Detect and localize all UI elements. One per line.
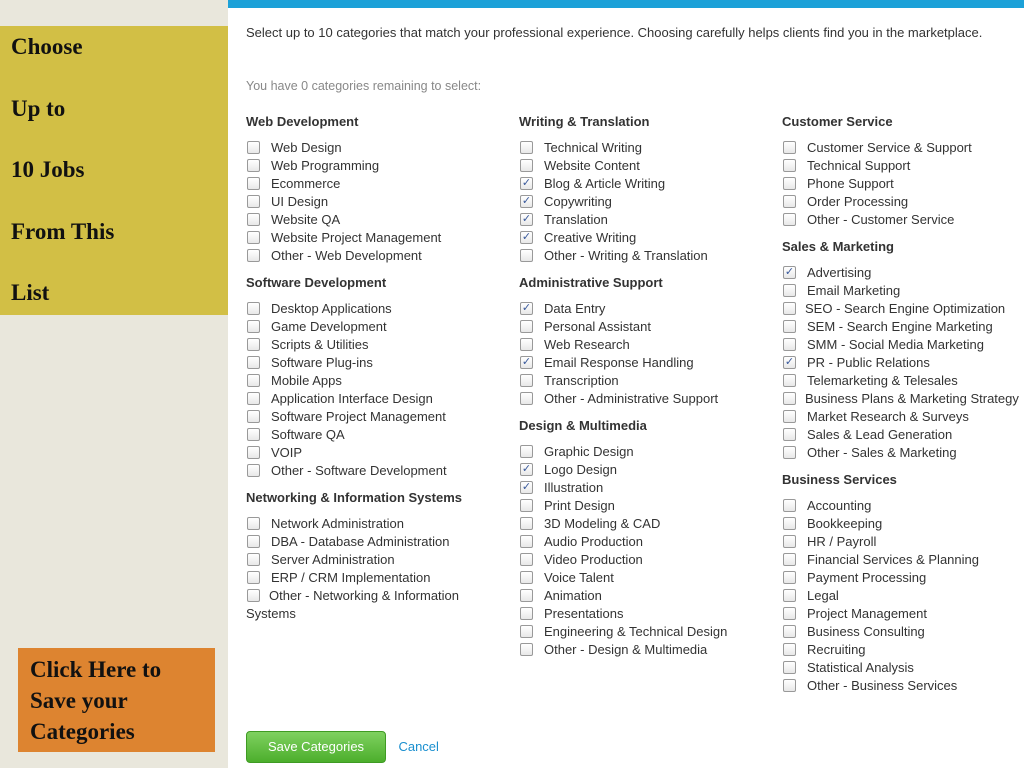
checkbox-icon[interactable] — [520, 589, 533, 602]
checkbox-checked-icon[interactable]: ✓ — [521, 463, 532, 475]
category-option-label: Mobile Apps — [271, 373, 342, 388]
category-option[interactable] — [246, 551, 501, 569]
checkbox-checked-icon[interactable]: ✓ — [521, 231, 532, 243]
category-option[interactable] — [246, 211, 501, 229]
checkbox-icon[interactable] — [247, 517, 260, 530]
category-group-title: Software Development — [246, 275, 387, 290]
category-option[interactable] — [246, 175, 501, 193]
save-categories-button[interactable]: Save Categories — [246, 731, 386, 763]
checkbox-icon[interactable] — [783, 302, 796, 315]
category-group — [782, 113, 1022, 238]
category-option[interactable] — [246, 569, 501, 587]
category-option[interactable] — [782, 372, 1022, 390]
checkbox-icon[interactable] — [247, 159, 260, 172]
category-option-label: Software Project Management — [271, 409, 446, 424]
category-group-title: Design & Multimedia — [519, 418, 647, 433]
checkbox-icon[interactable] — [783, 499, 796, 512]
category-option-label: Graphic Design — [544, 444, 634, 459]
category-group-title: Administrative Support — [519, 275, 663, 290]
category-option[interactable] — [519, 318, 769, 336]
category-option[interactable] — [246, 193, 501, 211]
category-option-label: Email Marketing — [807, 283, 901, 298]
callout-line: Click Here to — [30, 657, 162, 682]
checkbox-icon[interactable] — [783, 517, 796, 530]
category-option[interactable] — [782, 139, 1022, 157]
category-option-label: Transcription — [544, 373, 619, 388]
category-option-label: Desktop Applications — [271, 301, 392, 316]
category-option[interactable] — [246, 444, 501, 462]
category-option-label: Project Management — [807, 606, 927, 621]
category-option[interactable] — [519, 247, 769, 265]
category-option-label: Other - Networking & Information Systems — [246, 588, 460, 621]
category-option-label: Statistical Analysis — [807, 660, 914, 675]
checkbox-checked-icon[interactable]: ✓ — [521, 481, 532, 493]
checkbox-checked-icon[interactable]: ✓ — [521, 195, 532, 207]
checkbox-icon[interactable] — [783, 679, 796, 692]
category-option[interactable] — [246, 247, 501, 265]
category-option[interactable] — [782, 264, 1022, 282]
checkbox-icon[interactable] — [783, 320, 796, 333]
category-group — [246, 489, 501, 623]
category-option-label: SEO - Search Engine Optimization — [805, 301, 1006, 316]
category-option-label: Bookkeeping — [807, 516, 883, 531]
category-option-label: Voice Talent — [544, 570, 614, 585]
category-option[interactable] — [782, 157, 1022, 175]
category-option-label: DBA - Database Administration — [271, 534, 450, 549]
category-option[interactable] — [782, 515, 1022, 533]
instruction-line: List — [11, 280, 50, 305]
checkbox-checked-icon[interactable]: ✓ — [784, 266, 795, 278]
checkbox-icon[interactable] — [520, 338, 533, 351]
categories-panel — [228, 0, 1024, 768]
category-group — [246, 274, 501, 489]
category-option[interactable] — [519, 515, 769, 533]
category-option[interactable] — [782, 641, 1022, 659]
category-option[interactable] — [519, 587, 769, 605]
checkbox-icon[interactable] — [247, 177, 260, 190]
checkbox-icon[interactable] — [520, 553, 533, 566]
category-option-label: UI Design — [271, 194, 329, 209]
checkbox-checked-icon[interactable]: ✓ — [784, 356, 795, 368]
checkbox-icon[interactable] — [520, 392, 533, 405]
checkbox-icon[interactable] — [520, 625, 533, 638]
remaining-count-text: You have 0 categories remaining to select: — [246, 79, 482, 93]
category-option[interactable] — [782, 336, 1022, 354]
checkbox-icon[interactable] — [783, 589, 796, 602]
category-option-label: SEM - Search Engine Marketing — [807, 319, 993, 334]
category-option[interactable] — [782, 211, 1022, 229]
category-option[interactable] — [782, 282, 1022, 300]
category-option[interactable] — [246, 336, 501, 354]
checkbox-icon[interactable] — [783, 625, 796, 638]
category-option[interactable] — [782, 533, 1022, 551]
checkbox-icon[interactable] — [247, 231, 260, 244]
category-option[interactable] — [246, 587, 501, 623]
category-option-label: Presentations — [544, 606, 624, 621]
category-option[interactable] — [519, 623, 769, 641]
category-option-label: Web Programming — [271, 158, 380, 173]
category-option-label: Other - Web Development — [271, 248, 422, 263]
checkbox-icon[interactable] — [783, 607, 796, 620]
category-option[interactable] — [519, 211, 769, 229]
category-group-title: Networking & Information Systems — [246, 490, 462, 505]
checkbox-icon[interactable] — [247, 338, 260, 351]
checkbox-icon[interactable] — [520, 445, 533, 458]
category-option-label: Other - Customer Service — [807, 212, 955, 227]
checkbox-icon[interactable] — [520, 249, 533, 262]
category-group — [246, 113, 501, 274]
category-option[interactable] — [519, 605, 769, 623]
category-option[interactable] — [246, 408, 501, 426]
category-option[interactable] — [519, 569, 769, 587]
category-option-label: Advertising — [807, 265, 872, 280]
category-option[interactable] — [782, 587, 1022, 605]
category-option[interactable] — [246, 462, 501, 480]
category-option[interactable] — [782, 175, 1022, 193]
category-group — [519, 113, 769, 274]
checkbox-icon[interactable] — [247, 464, 260, 477]
category-option[interactable] — [519, 354, 769, 372]
checkbox-icon[interactable] — [520, 517, 533, 530]
category-option-label: Scripts & Utilities — [271, 337, 369, 352]
category-option[interactable] — [782, 551, 1022, 569]
category-option-label: Website Content — [544, 158, 640, 173]
category-option[interactable] — [782, 318, 1022, 336]
category-option[interactable] — [782, 354, 1022, 372]
category-option[interactable] — [519, 157, 769, 175]
category-option-label: ERP / CRM Implementation — [271, 570, 431, 585]
intro-text: Select up to 10 categories that match your professional experience. Choosing carefully helps clients find you in the marketplace. — [246, 25, 983, 40]
checkbox-icon[interactable] — [783, 661, 796, 674]
category-option[interactable] — [246, 372, 501, 390]
checkbox-icon[interactable] — [783, 213, 796, 226]
checkbox-checked-icon[interactable]: ✓ — [521, 177, 532, 189]
category-option-label: Business Plans & Marketing Strategy — [805, 391, 1019, 406]
category-option-label: Game Development — [271, 319, 387, 334]
category-option[interactable] — [246, 354, 501, 372]
category-option-label: Phone Support — [807, 176, 894, 191]
checkbox-icon[interactable] — [783, 374, 796, 387]
callout-line: Save your — [30, 688, 128, 713]
category-option[interactable] — [519, 336, 769, 354]
checkbox-icon[interactable] — [247, 392, 260, 405]
category-option-label: Creative Writing — [544, 230, 637, 245]
checkbox-icon[interactable] — [247, 446, 260, 459]
category-option-label: Sales & Lead Generation — [807, 427, 953, 442]
category-option-label: Personal Assistant — [544, 319, 651, 334]
category-option-label: Other - Business Services — [807, 678, 958, 693]
category-option[interactable] — [519, 390, 769, 408]
checkbox-icon[interactable] — [783, 338, 796, 351]
checkbox-icon[interactable] — [783, 571, 796, 584]
category-option-label: Illustration — [544, 480, 604, 495]
checkbox-icon[interactable] — [783, 284, 796, 297]
checkbox-icon[interactable] — [520, 141, 533, 154]
category-group-title: Writing & Translation — [519, 114, 650, 129]
category-option[interactable] — [519, 479, 769, 497]
checkbox-icon[interactable] — [247, 571, 260, 584]
category-option[interactable] — [519, 193, 769, 211]
checkbox-icon[interactable] — [247, 213, 260, 226]
checkbox-icon[interactable] — [247, 428, 260, 441]
category-option[interactable] — [519, 300, 769, 318]
category-option[interactable] — [782, 408, 1022, 426]
category-option[interactable] — [246, 390, 501, 408]
category-group-title: Sales & Marketing — [782, 239, 894, 254]
category-option-label: Other - Design & Multimedia — [544, 642, 708, 657]
save-callout — [18, 648, 215, 752]
checkbox-checked-icon[interactable]: ✓ — [521, 302, 532, 314]
category-option-label: Market Research & Surveys — [807, 409, 969, 424]
category-option[interactable] — [246, 426, 501, 444]
checkbox-icon[interactable] — [520, 571, 533, 584]
checkbox-icon[interactable] — [783, 410, 796, 423]
checkbox-icon[interactable] — [247, 249, 260, 262]
category-option-label: Copywriting — [544, 194, 612, 209]
category-option[interactable] — [519, 175, 769, 193]
category-option-label: Payment Processing — [807, 570, 927, 585]
checkbox-icon[interactable] — [783, 428, 796, 441]
top-accent-bar — [228, 0, 1024, 8]
category-option-label: Technical Writing — [544, 140, 643, 155]
category-option-label: Recruiting — [807, 642, 866, 657]
instruction-line: From This — [11, 218, 115, 244]
instruction-line: Up to — [11, 95, 66, 121]
category-option[interactable] — [246, 533, 501, 551]
category-option[interactable] — [246, 139, 501, 157]
category-option[interactable] — [782, 193, 1022, 211]
category-option-label: Legal — [807, 588, 839, 603]
category-option[interactable] — [519, 641, 769, 659]
category-option[interactable] — [246, 300, 501, 318]
category-option-label: Ecommerce — [271, 176, 341, 191]
checkbox-icon[interactable] — [520, 535, 533, 548]
category-option-label: Website Project Management — [271, 230, 442, 245]
checkbox-icon[interactable] — [520, 607, 533, 620]
checkbox-icon[interactable] — [520, 643, 533, 656]
checkbox-icon[interactable] — [783, 392, 796, 405]
category-option[interactable] — [246, 318, 501, 336]
category-option-label: Technical Support — [807, 158, 911, 173]
category-group-title: Business Services — [782, 472, 897, 487]
category-option-label: 3D Modeling & CAD — [544, 516, 661, 531]
category-option[interactable] — [782, 659, 1022, 677]
category-option-label: Software Plug-ins — [271, 355, 373, 370]
checkbox-icon[interactable] — [247, 374, 260, 387]
category-option-label: Server Administration — [271, 552, 395, 567]
category-option[interactable] — [782, 390, 1022, 408]
checkbox-icon[interactable] — [783, 553, 796, 566]
category-column-1 — [246, 113, 501, 623]
category-option[interactable] — [519, 461, 769, 479]
category-group — [519, 417, 769, 659]
category-option-label: Other - Administrative Support — [544, 391, 719, 406]
category-column-2 — [519, 113, 769, 659]
category-option-label: HR / Payroll — [807, 534, 877, 549]
category-option-label: Telemarketing & Telesales — [807, 373, 958, 388]
checkbox-icon[interactable] — [247, 320, 260, 333]
checkbox-icon[interactable] — [247, 535, 260, 548]
category-option[interactable] — [782, 300, 1022, 318]
category-option[interactable] — [782, 569, 1022, 587]
category-option-label: PR - Public Relations — [807, 355, 930, 370]
category-option-label: Email Response Handling — [544, 355, 694, 370]
checkbox-icon[interactable] — [520, 499, 533, 512]
category-option-label: Blog & Article Writing — [544, 176, 666, 191]
instruction-panel — [0, 26, 228, 315]
checkbox-icon[interactable] — [247, 195, 260, 208]
checkbox-icon[interactable] — [783, 643, 796, 656]
category-option[interactable] — [519, 551, 769, 569]
category-option-label: Video Production — [544, 552, 643, 567]
category-option[interactable] — [519, 533, 769, 551]
category-option-label: Customer Service & Support — [807, 140, 972, 155]
checkbox-icon[interactable] — [247, 141, 260, 154]
category-option[interactable] — [519, 443, 769, 461]
category-option-label: VOIP — [271, 445, 303, 460]
category-group-title: Customer Service — [782, 114, 893, 129]
category-option-label: Logo Design — [544, 462, 617, 477]
checkbox-icon[interactable] — [247, 410, 260, 423]
checkbox-icon[interactable] — [783, 535, 796, 548]
category-option-label: Web Research — [544, 337, 630, 352]
category-option[interactable] — [246, 157, 501, 175]
category-group — [782, 238, 1022, 471]
category-option-label: Accounting — [807, 498, 872, 513]
category-option-label: Other - Writing & Translation — [544, 248, 708, 263]
checkbox-icon[interactable] — [783, 446, 796, 459]
instruction-line: 10 Jobs — [11, 157, 85, 182]
category-option-label: Software QA — [271, 427, 345, 442]
category-option-label: Application Interface Design — [271, 391, 433, 406]
checkbox-icon[interactable] — [247, 553, 260, 566]
checkbox-icon[interactable] — [247, 302, 260, 315]
form-actions — [246, 731, 439, 763]
category-option[interactable] — [782, 497, 1022, 515]
category-option[interactable] — [246, 515, 501, 533]
category-option[interactable] — [782, 623, 1022, 641]
category-column-3 — [782, 113, 1022, 695]
checkbox-icon[interactable] — [783, 159, 796, 172]
callout-line: Categories — [30, 719, 135, 744]
category-option-label: Other - Sales & Marketing — [807, 445, 957, 460]
category-option-label: Animation — [544, 588, 602, 603]
category-option-label: SMM - Social Media Marketing — [807, 337, 984, 352]
category-option-label: Web Design — [271, 140, 342, 155]
category-option[interactable] — [782, 444, 1022, 462]
category-option[interactable] — [782, 677, 1022, 695]
checkbox-icon[interactable] — [783, 177, 796, 190]
category-group — [519, 274, 769, 417]
category-group-title: Web Development — [246, 114, 359, 129]
category-option-label: Print Design — [544, 498, 615, 513]
category-option-label: Data Entry — [544, 301, 606, 316]
category-option[interactable] — [519, 229, 769, 247]
category-option[interactable] — [519, 372, 769, 390]
checkbox-checked-icon[interactable]: ✓ — [521, 356, 532, 368]
checkbox-icon[interactable] — [247, 589, 260, 602]
category-group — [782, 471, 1022, 695]
instruction-line: Choose — [11, 34, 83, 59]
category-option[interactable] — [782, 426, 1022, 444]
checkbox-checked-icon[interactable]: ✓ — [521, 213, 532, 225]
category-option[interactable] — [519, 497, 769, 515]
checkbox-icon[interactable] — [247, 356, 260, 369]
category-option-label: Order Processing — [807, 194, 909, 209]
category-option-label: Translation — [544, 212, 608, 227]
category-option[interactable] — [519, 139, 769, 157]
checkbox-icon[interactable] — [520, 374, 533, 387]
category-option-label: Financial Services & Planning — [807, 552, 979, 567]
cancel-link[interactable]: Cancel — [398, 739, 439, 754]
checkbox-icon[interactable] — [783, 141, 796, 154]
checkbox-icon[interactable] — [783, 195, 796, 208]
category-option-label: Website QA — [271, 212, 341, 227]
category-option[interactable] — [246, 229, 501, 247]
category-option-label: Business Consulting — [807, 624, 925, 639]
category-option-label: Engineering & Technical Design — [544, 624, 728, 639]
category-option[interactable] — [782, 605, 1022, 623]
category-option-label: Audio Production — [544, 534, 644, 549]
checkbox-icon[interactable] — [520, 320, 533, 333]
checkbox-icon[interactable] — [520, 159, 533, 172]
category-option-label: Other - Software Development — [271, 463, 447, 478]
category-option-label: Network Administration — [271, 516, 404, 531]
